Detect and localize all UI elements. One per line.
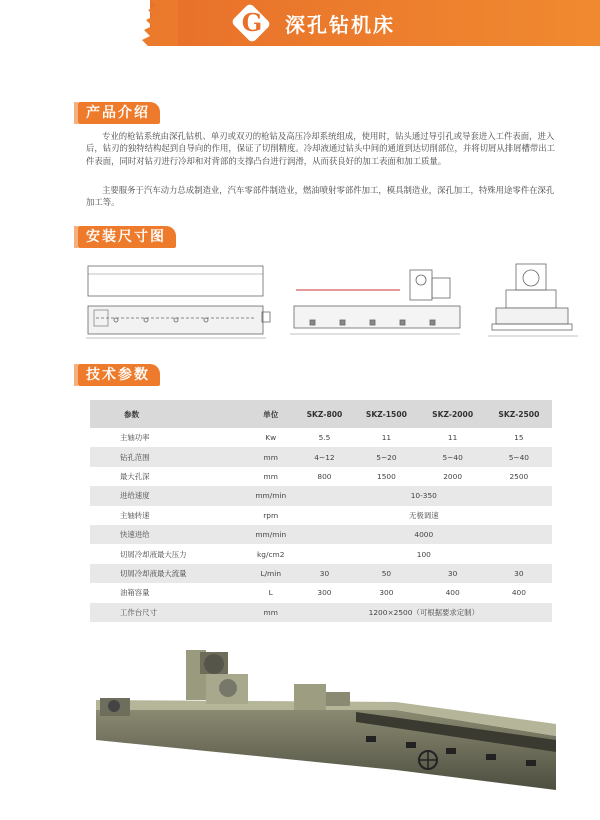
row-label: 最大孔深 [120, 471, 150, 481]
section-title-intro: 产品介绍 [78, 102, 160, 124]
table-row [90, 564, 552, 583]
cell-value: 5~40 [486, 447, 552, 466]
table-row [90, 428, 552, 447]
table-row [90, 447, 552, 466]
drawing-front-view [488, 262, 578, 342]
cell-value: 30 [486, 564, 552, 583]
cell-value: 800 [317, 471, 332, 481]
row-unit: rpm [263, 510, 279, 520]
cell-value: 2000 [443, 471, 463, 481]
section-title-install: 安装尺寸图 [78, 226, 176, 248]
row-label: 切屑冷却液最大流量 [90, 564, 246, 583]
cell-merged-value: 4000 [296, 525, 552, 544]
row-unit: mm/min [246, 486, 296, 505]
row-unit: Kw [265, 433, 277, 443]
cell-value: 400 [445, 588, 460, 598]
row-unit: mm/min [246, 525, 296, 544]
cell-merged-value: 10-350 [296, 486, 552, 505]
table-row [90, 603, 552, 622]
row-unit: L/min [246, 564, 296, 583]
intro-paragraph-2: 主要服务于汽车动力总成制造业，汽车零部件制造业，燃油喷射零部件加工，模具制造业，深孔加工，特殊用途零件在深孔加工等。 [86, 185, 555, 208]
table-row [90, 506, 552, 525]
section-title-params: 技术参数 [78, 364, 160, 386]
spec-table [90, 400, 552, 622]
drawing-side-view [290, 262, 470, 342]
row-unit: mm [263, 471, 278, 481]
page-header [0, 0, 600, 46]
table-row [90, 525, 552, 544]
cell-value: 2500 [509, 471, 529, 481]
row-unit: L [268, 588, 273, 598]
row-unit: mm [246, 603, 296, 622]
cell-value: 400 [511, 588, 526, 598]
cell-value: 300 [379, 588, 394, 598]
cell-merged-value: 无极调速 [409, 510, 439, 520]
header-skz-800: SKZ-800 [296, 400, 354, 428]
machine-photo [96, 640, 556, 810]
cell-value: 11 [447, 433, 458, 443]
cell-value: 50 [353, 564, 419, 583]
header-unit: 单位 [246, 400, 296, 428]
cell-value: 300 [317, 588, 332, 598]
drawing-top-view [86, 262, 272, 342]
row-unit: kg/cm2 [257, 549, 285, 559]
header-param: 参数 [90, 400, 246, 428]
row-label: 工作台尺寸 [90, 603, 246, 622]
cell-value: 1500 [377, 471, 396, 481]
row-unit: mm [246, 447, 296, 466]
row-label: 钻孔范围 [90, 447, 246, 466]
table-row [90, 544, 552, 563]
row-label: 进给速度 [90, 486, 246, 505]
row-label: 切屑冷却液最大压力 [120, 549, 187, 559]
row-label: 主轴功率 [120, 433, 150, 443]
cell-value: 15 [514, 433, 524, 443]
row-label: 快速进给 [90, 525, 246, 544]
cell-value: 4~12 [296, 447, 354, 466]
row-label: 油箱容量 [120, 588, 150, 598]
cell-value: 11 [381, 433, 392, 443]
table-row [90, 583, 552, 602]
page-title: 深孔钻机床 [285, 13, 395, 37]
header-skz-1500: SKZ-1500 [353, 400, 419, 428]
gear-edge-icon [138, 0, 178, 46]
intro-paragraph-1: 专业的枪钻系统由深孔钻机、单刃或双刃的枪钻及高压冷却系统组成，使用时，钻头通过导引孔或导套进入工件表面，进入后，钻刃的独特结构起到自导向的作用，保证了切削精度。冷却液通过钻头中间的通道到达切削部位，并将切屑从排屑槽带出工件表面，同时对钻刃进行冷却和对背部的支撑凸台进行润滑，从而获良好的加工表面和加工质量。 [86, 131, 555, 166]
table-row [90, 467, 552, 486]
row-label: 主轴转速 [120, 510, 150, 520]
cell-value: 5~40 [420, 447, 486, 466]
cell-value: 30 [420, 564, 486, 583]
header-skz-2000: SKZ-2000 [420, 400, 486, 428]
cell-merged-value: 100 [416, 549, 431, 559]
header-skz-2500: SKZ-2500 [486, 400, 552, 428]
logo-icon: G [241, 8, 263, 37]
cell-merged-value: 1200×2500（可根据要求定制） [296, 603, 552, 622]
cell-value: 5~20 [353, 447, 419, 466]
cell-value: 5.5 [318, 433, 331, 443]
cell-value: 30 [296, 564, 354, 583]
table-header-row [90, 400, 552, 428]
table-row [90, 486, 552, 505]
